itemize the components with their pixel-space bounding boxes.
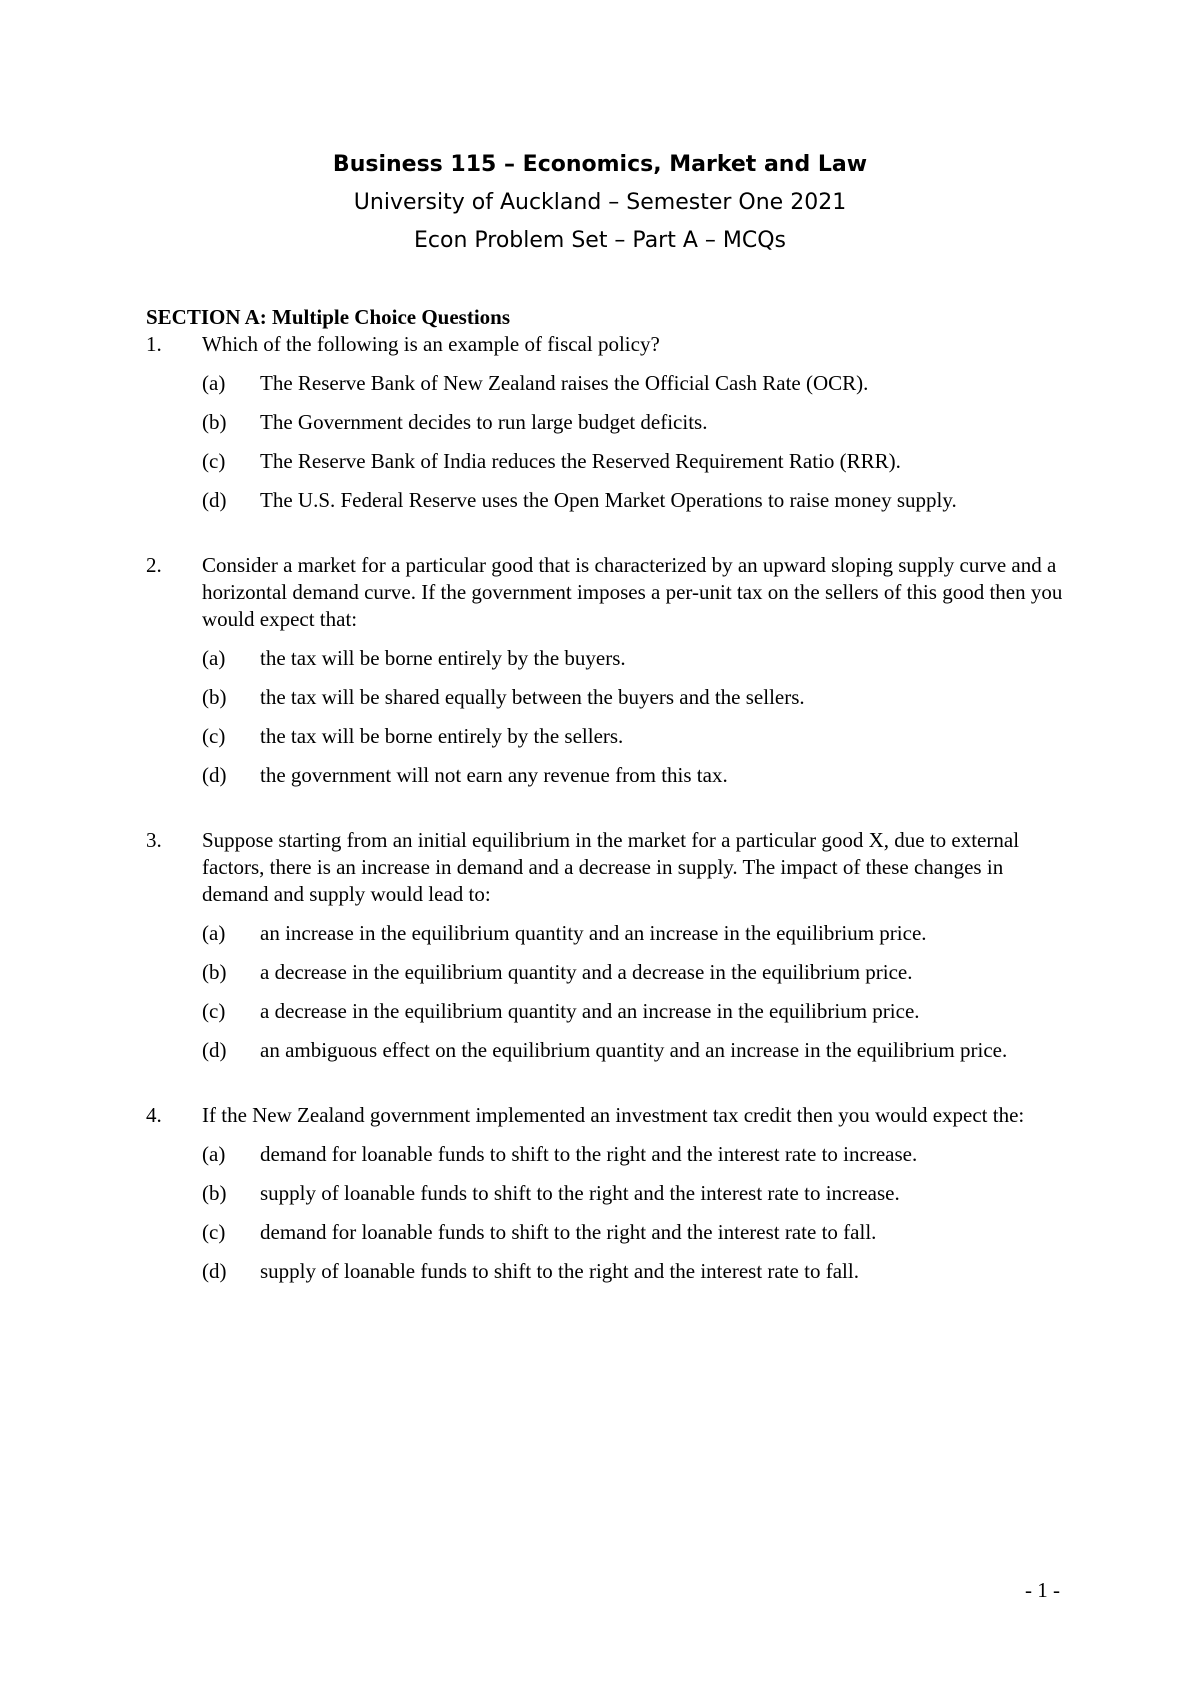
option-label: (b) xyxy=(202,410,227,434)
option-list xyxy=(202,645,1066,789)
option-text: the government will not earn any revenue from this tax. xyxy=(260,763,728,787)
option-label: (d) xyxy=(202,1038,227,1062)
option-text: supply of loanable funds to shift to the right and the interest rate to increase. xyxy=(260,1181,900,1205)
question-4 xyxy=(146,1102,1066,1285)
option-a xyxy=(202,920,1066,947)
option-d xyxy=(202,1037,1066,1064)
option-label: (a) xyxy=(202,646,226,670)
document-header xyxy=(0,146,1200,260)
option-label: (b) xyxy=(202,1181,227,1205)
option-b xyxy=(202,684,1066,711)
option-b xyxy=(202,959,1066,986)
course-title: Business 115 – Economics, Market and Law xyxy=(332,152,868,177)
option-d xyxy=(202,1258,1066,1285)
option-text: the tax will be borne entirely by the sellers. xyxy=(260,724,624,748)
question-text: If the New Zealand government implemented an investment tax credit then you would expect the: xyxy=(202,1103,1025,1127)
question-text: Consider a market for a particular good that is characterized by an upward sloping supply curve and a horizontal demand curve. If the government imposes a per-unit tax on the sellers of this good then you would expect that: xyxy=(202,553,1063,631)
option-text: The U.S. Federal Reserve uses the Open Market Operations to raise money supply. xyxy=(260,488,957,512)
option-label: (c) xyxy=(202,999,226,1023)
question-text: Which of the following is an example of fiscal policy? xyxy=(202,332,660,356)
option-label: (b) xyxy=(202,685,227,709)
option-a xyxy=(202,1141,1066,1168)
option-text: The Reserve Bank of India reduces the Reserved Requirement Ratio (RRR). xyxy=(260,449,901,473)
option-list xyxy=(202,370,1066,514)
option-text: the tax will be borne entirely by the buyers. xyxy=(260,646,626,670)
question-1 xyxy=(146,331,1066,514)
university-semester: University of Auckland – Semester One 2021 xyxy=(353,190,847,215)
option-b xyxy=(202,409,1066,436)
option-label: (c) xyxy=(202,449,226,473)
option-text: demand for loanable funds to shift to the right and the interest rate to increase. xyxy=(260,1142,918,1166)
document-body xyxy=(146,304,1066,1285)
question-2 xyxy=(146,552,1066,789)
question-number: 2. xyxy=(146,553,162,577)
option-label: (a) xyxy=(202,921,226,945)
option-label: (b) xyxy=(202,960,227,984)
option-label: (a) xyxy=(202,371,226,395)
option-c xyxy=(202,1219,1066,1246)
option-list xyxy=(202,920,1066,1064)
option-label: (d) xyxy=(202,1259,227,1283)
option-text: supply of loanable funds to shift to the right and the interest rate to fall. xyxy=(260,1259,859,1283)
question-number: 4. xyxy=(146,1103,162,1127)
option-text: The Government decides to run large budget deficits. xyxy=(260,410,708,434)
question-text: Suppose starting from an initial equilibrium in the market for a particular good X, due to external factors, there is an increase in demand and a decrease in supply. The impact of these changes in demand and supply would lead to: xyxy=(202,828,1020,906)
option-label: (a) xyxy=(202,1142,226,1166)
option-b xyxy=(202,1180,1066,1207)
option-text: an ambiguous effect on the equilibrium quantity and an increase in the equilibrium price. xyxy=(260,1038,1008,1062)
option-text: a decrease in the equilibrium quantity and an increase in the equilibrium price. xyxy=(260,999,920,1023)
problem-set-title: Econ Problem Set – Part A – MCQs xyxy=(413,228,787,253)
option-text: demand for loanable funds to shift to the right and the interest rate to fall. xyxy=(260,1220,877,1244)
option-a xyxy=(202,370,1066,397)
option-list xyxy=(202,1141,1066,1285)
option-text: the tax will be shared equally between the buyers and the sellers. xyxy=(260,685,805,709)
question-3 xyxy=(146,827,1066,1064)
question-number: 1. xyxy=(146,332,162,356)
option-label: (d) xyxy=(202,763,227,787)
option-d xyxy=(202,487,1066,514)
page-number: - 1 - xyxy=(1025,1578,1060,1602)
question-number: 3. xyxy=(146,828,162,852)
option-label: (c) xyxy=(202,724,226,748)
option-text: an increase in the equilibrium quantity and an increase in the equilibrium price. xyxy=(260,921,927,945)
option-d xyxy=(202,762,1066,789)
option-a xyxy=(202,645,1066,672)
option-text: a decrease in the equilibrium quantity and a decrease in the equilibrium price. xyxy=(260,960,913,984)
section-title: SECTION A: Multiple Choice Questions xyxy=(146,305,511,329)
option-c xyxy=(202,998,1066,1025)
option-label: (d) xyxy=(202,488,227,512)
option-c xyxy=(202,448,1066,475)
option-label: (c) xyxy=(202,1220,226,1244)
option-c xyxy=(202,723,1066,750)
option-text: The Reserve Bank of New Zealand raises the Official Cash Rate (OCR). xyxy=(260,371,869,395)
